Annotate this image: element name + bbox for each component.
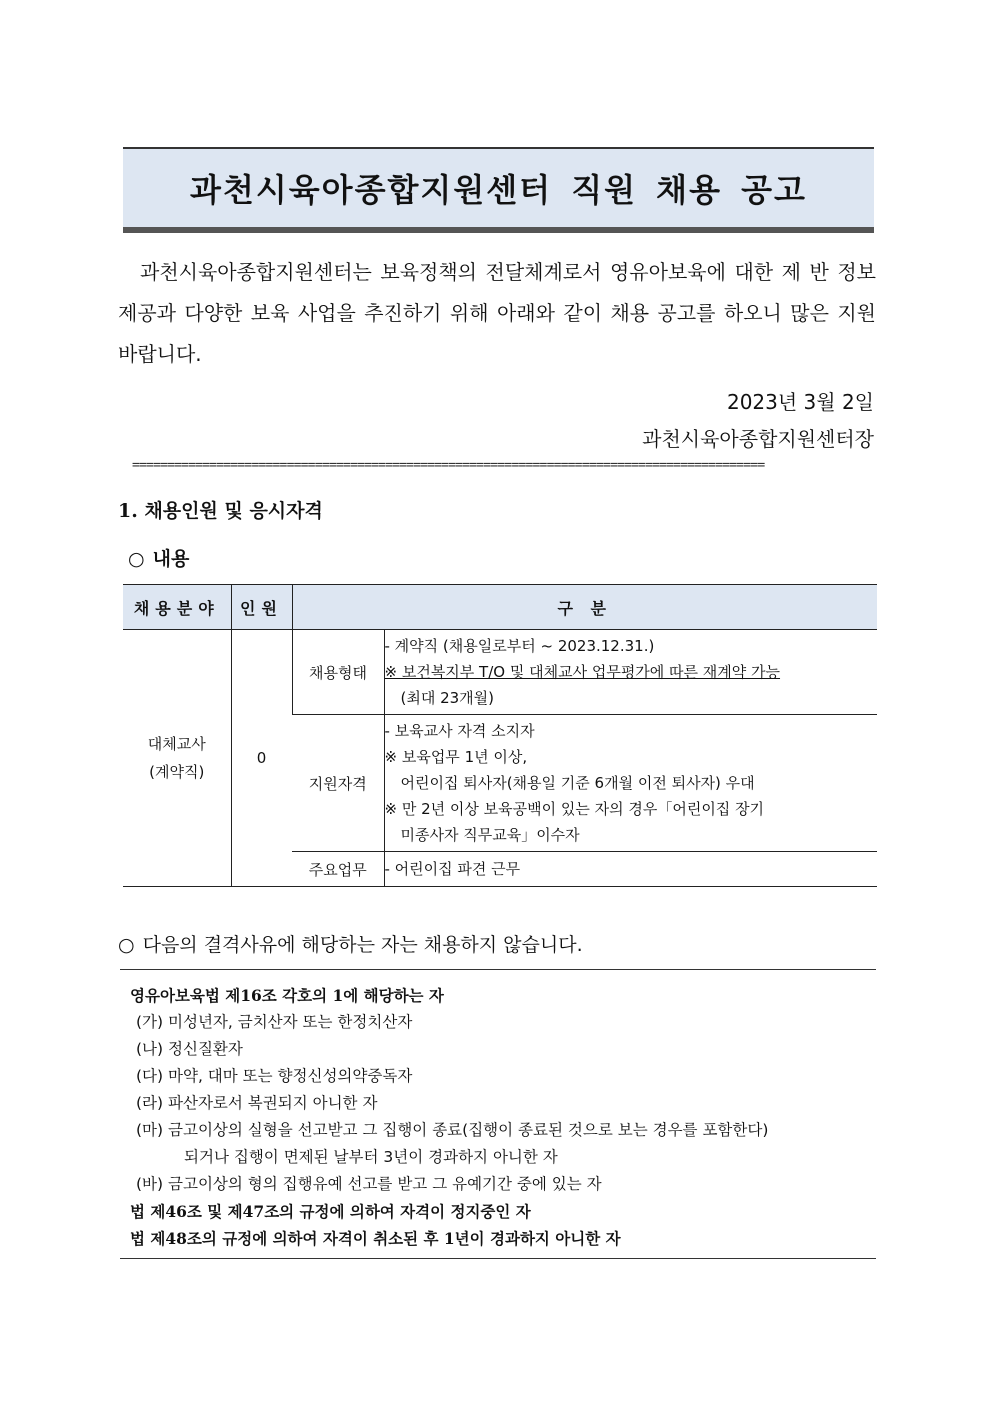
issuer: 과천시육아종합지원센터장 (642, 427, 874, 451)
law-46-clause: 법 제46조 및 제47조의 규정에 의하여 자격이 정지중인 자 (130, 1202, 531, 1221)
field-name: 대체교사 (147, 735, 206, 753)
circle-bullet-icon: ○ (128, 548, 145, 570)
header-category: 구 분 (292, 585, 877, 630)
row-label: 지원자격 (292, 715, 384, 852)
detail-line: - 어린이집 파견 근무 (384, 860, 521, 878)
intro-line-2: 반 정보 제공과 다양한 보육 사업을 추진하기 위해 아래와 같이 채용 공고를 (118, 260, 877, 325)
list-item: (다) 마약, 대마 또는 향정신성의약중독자 (136, 1067, 413, 1085)
detail-line: ※ 보육업무 1년 이상, (384, 748, 528, 766)
intro-paragraph (118, 252, 876, 375)
row-detail (384, 630, 877, 715)
detail-line: - 보육교사 자격 소지자 (384, 722, 535, 740)
announcement-date: 2023년 3월 2일 (726, 390, 874, 414)
disqualification-intro: 다음의 결격사유에 해당하는 자는 채용하지 않습니다. (142, 934, 583, 956)
subheading-content (128, 544, 189, 571)
list-item: (바) 금고이상의 형의 집행유예 선고를 받고 그 유예기간 중에 있는 자 (136, 1175, 602, 1193)
list-item: (라) 파산자로서 복권되지 아니한 자 (136, 1094, 378, 1112)
header-count: 인원 (231, 585, 292, 630)
section-heading-1: 1. 채용인원 및 응시자격 (118, 500, 323, 522)
detail-line: - 계약직 (채용일로부터 ~ 2023.12.31.) (384, 637, 655, 655)
field-note: (계약직) (149, 763, 205, 781)
disqualification-heading: 영유아보육법 제16조 각호의 1에 해당하는 자 (130, 986, 444, 1005)
intro-line-1: 과천시육아종합지원센터는 보육정책의 전달체계로서 영유아보육에 대한 제 (140, 260, 801, 284)
list-item: (마) 금고이상의 실형을 선고받고 그 집행이 종료(집행이 종료된 것으로 보는 경우를 포함한다) (136, 1121, 769, 1139)
law-48-clause: 법 제48조의 규정에 의하여 자격이 취소된 후 1년이 경과하지 아니한 자 (130, 1229, 621, 1248)
recruitment-table (123, 584, 877, 887)
row-detail (384, 715, 877, 852)
table-row (123, 630, 877, 715)
detail-line: ※ 만 2년 이상 보육공백이 있는 자의 경우「어린이집 장기 (384, 800, 765, 818)
count-cell: 0 (231, 630, 292, 887)
list-item-continuation: 되거나 집행이 면제된 날부터 3년이 경과하지 아니한 자 (184, 1148, 558, 1166)
separator-line: ========================================================================================== (132, 458, 765, 473)
subheading-label: 내용 (152, 548, 190, 570)
title-box (123, 147, 874, 233)
page-title: 과천시육아종합지원센터 직원 채용 공고 (190, 171, 807, 209)
disqualification-box (120, 969, 876, 1259)
detail-line: 미종사자 직무교육」이수자 (400, 826, 580, 844)
field-cell (123, 630, 231, 887)
subheading-disqualification (118, 930, 583, 957)
row-detail (384, 852, 877, 887)
detail-line: (최대 23개월) (400, 689, 495, 707)
circle-bullet-icon: ○ (118, 934, 135, 956)
row-label: 채용형태 (292, 630, 384, 715)
intro-line-3: 하오니 많은 지원 바랍니다. (118, 301, 876, 366)
list-item: (가) 미성년자, 금치산자 또는 한정치산자 (136, 1013, 413, 1031)
table-header-row (123, 585, 877, 630)
list-item: (나) 정신질환자 (136, 1040, 243, 1058)
detail-line: ※ 보건복지부 T/O 및 대체교사 업무평가에 따른 재계약 가능 (384, 663, 781, 681)
header-field: 채용분야 (123, 585, 231, 630)
detail-line: 어린이집 퇴사자(채용일 기준 6개월 이전 퇴사자) 우대 (400, 774, 755, 792)
row-label: 주요업무 (292, 852, 384, 887)
